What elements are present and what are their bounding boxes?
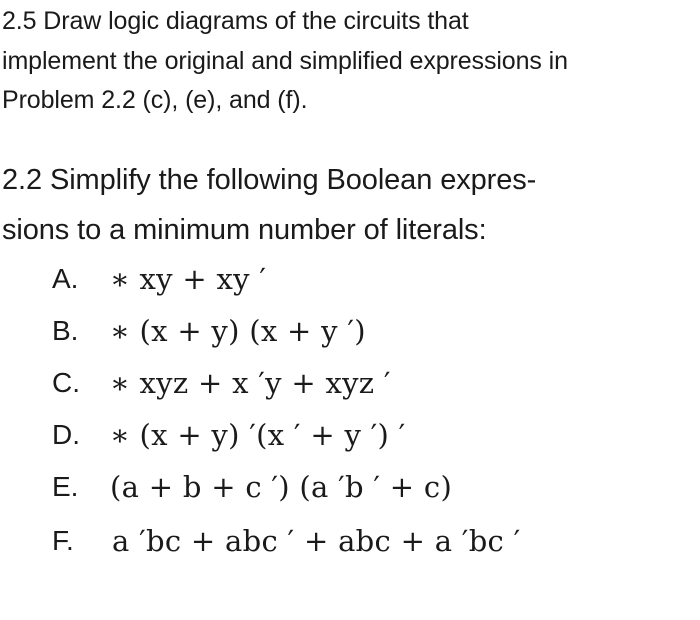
problem-2-5-line-2: implement the original and simplified expressions in	[2, 46, 568, 75]
problem-2-2-line-1: 2.2 Simplify the following Boolean expres-	[2, 164, 537, 196]
boolean-expression: ∗ xyz + x ′y + xyz ′	[110, 366, 391, 400]
boolean-expression: ∗ (x + y) (x + y ′)	[110, 314, 366, 348]
boolean-expression: ∗ xy + xy ′	[110, 262, 267, 296]
item-letter: E.	[52, 471, 79, 502]
item-letter: A.	[52, 263, 79, 294]
boolean-expression: a ′bc + abc ′ + abc + a ′bc ′	[112, 524, 521, 558]
item-letter: C.	[52, 367, 80, 398]
item-letter: B.	[52, 315, 79, 346]
problem-2-2-line-2: sions to a minimum number of literals:	[2, 214, 487, 246]
item-letter: F.	[52, 525, 74, 556]
item-letter: D.	[52, 419, 80, 450]
problem-2-5-line-3: Problem 2.2 (c), (e), and (f).	[2, 86, 308, 114]
boolean-expression: ∗ (x + y) ′(x ′ + y ′) ′	[110, 418, 406, 452]
boolean-expression: (a + b + c ′) (a ′b ′ + c)	[110, 470, 453, 504]
problem-2-5-line-1: 2.5 Draw logic diagrams of the circuits that	[2, 7, 469, 35]
problem-2-2-statement	[2, 155, 698, 255]
problem-2-5-statement	[2, 2, 698, 121]
